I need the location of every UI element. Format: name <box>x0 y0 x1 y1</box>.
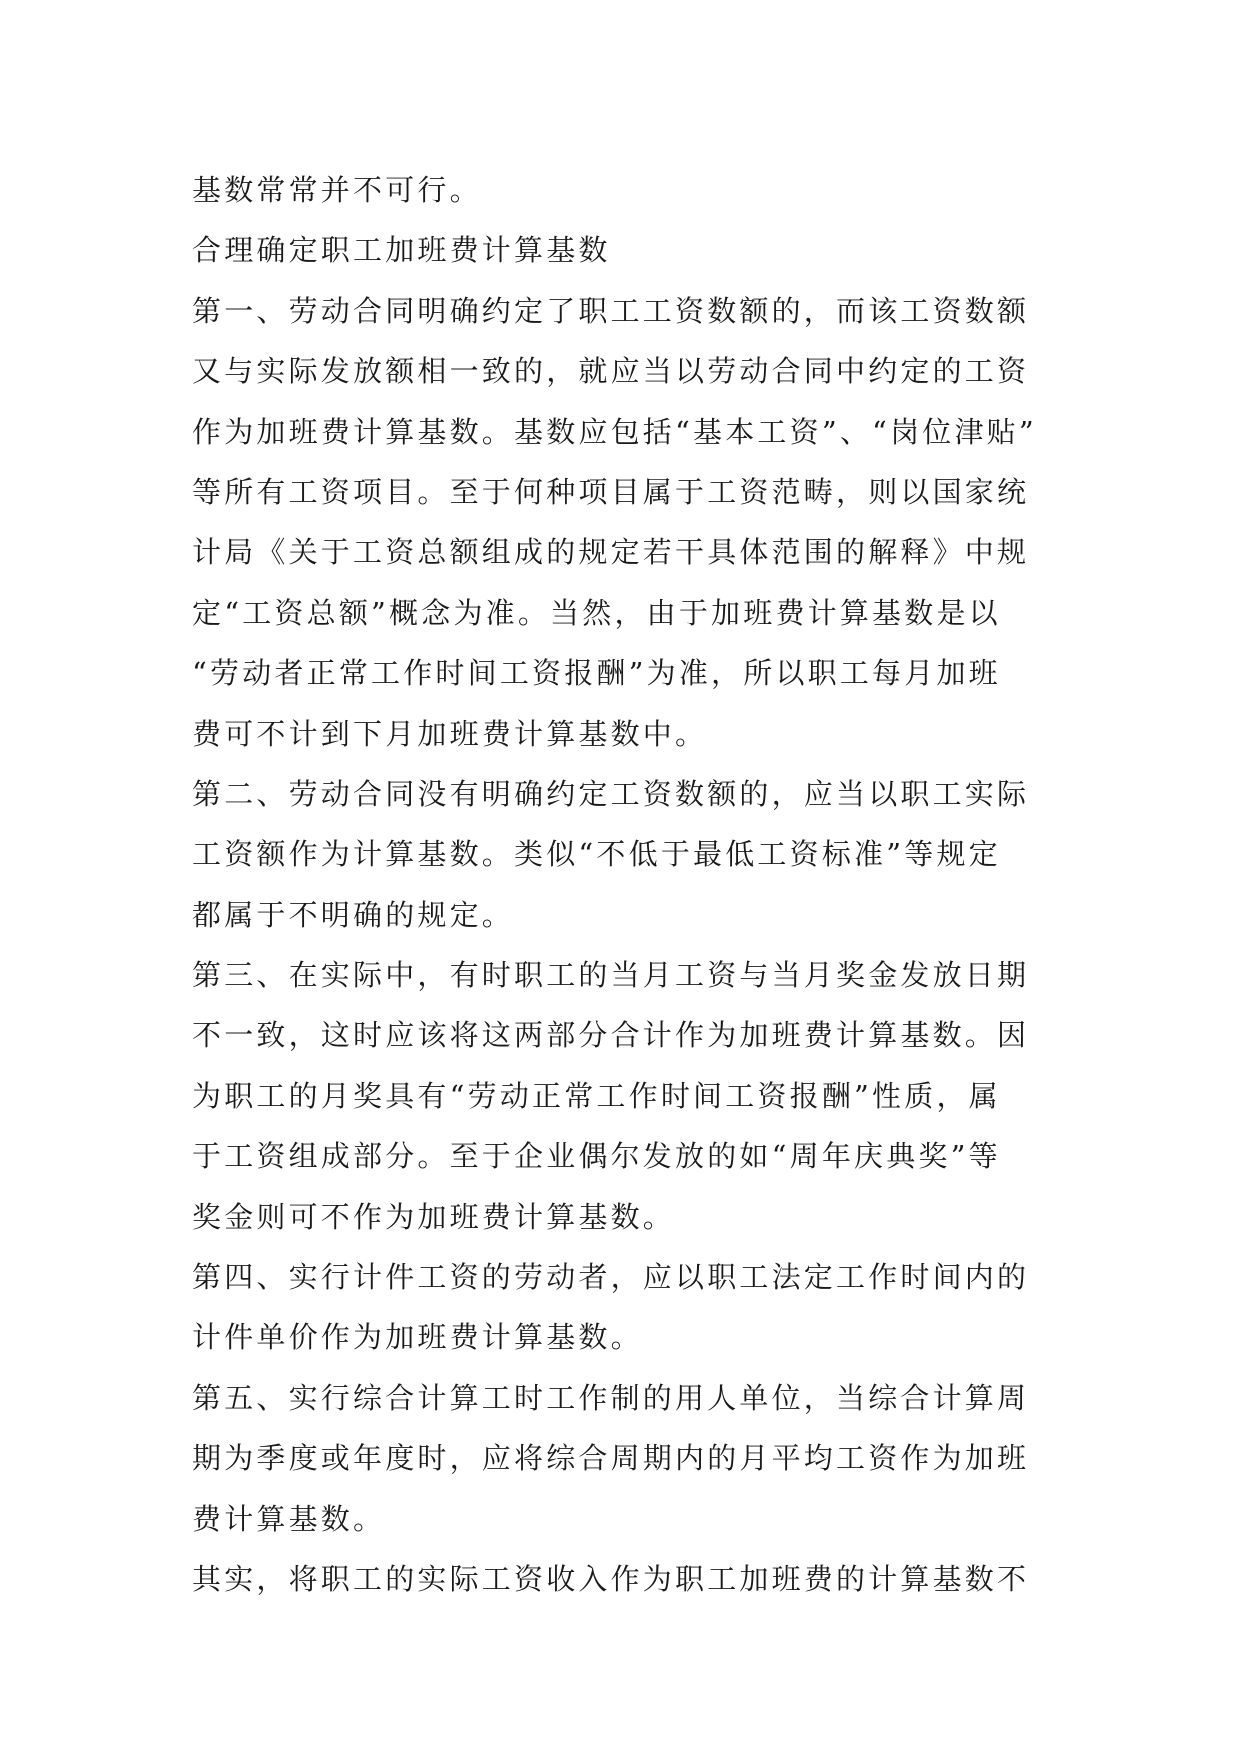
text-line: 基数常常并不可行。 <box>192 173 482 207</box>
text-line: 奖金则可不作为加班费计算基数。 <box>192 1199 676 1234</box>
section-heading: 合理确定职工加班费计算基数 <box>192 233 611 268</box>
text-line: 其实，将职工的实际工资收入作为职工加班费的计算基数不 <box>192 1561 1030 1596</box>
text-line: 期为季度或年度时，应将综合周期内的月平均工资作为加班 <box>192 1441 1030 1476</box>
text-line: 都属于不明确的规定。 <box>192 897 515 932</box>
text-line: 不一致，这时应该将这两部分合计作为加班费计算基数。因 <box>192 1018 1030 1053</box>
text-line: 第三、在实际中，有时职工的当月工资与当月奖金发放日期 <box>192 958 1030 993</box>
text-line: 费计算基数。 <box>192 1501 386 1536</box>
text-line: 工资额作为计算基数。类似“不低于最低工资标准”等规定 <box>192 837 1001 872</box>
text-line: 第一、劳动合同明确约定了职工工资数额的，而该工资数额 <box>192 293 1030 328</box>
text-line: 为职工的月奖具有“劳动正常工作时间工资报酬”性质，属 <box>192 1078 1001 1113</box>
text-line: 等所有工资项目。至于何种项目属于工资范畴，则以国家统 <box>192 474 1030 509</box>
body-text <box>192 160 1072 1609</box>
text-line: 第四、实行计件工资的劳动者，应以职工法定工作时间内的 <box>192 1260 1030 1295</box>
text-line: 计局《关于工资总额组成的规定若干具体范围的解释》中规 <box>192 535 1030 570</box>
text-line: 于工资组成部分。至于企业偶尔发放的如“周年庆典奖”等 <box>192 1139 1001 1174</box>
text-line: 又与实际发放额相一致的，就应当以劳动合同中约定的工资 <box>192 354 1030 389</box>
text-line: 计件单价作为加班费计算基数。 <box>192 1320 643 1355</box>
text-line: 第二、劳动合同没有明确约定工资数额的，应当以职工实际 <box>192 776 1030 811</box>
text-line: 费可不计到下月加班费计算基数中。 <box>192 716 708 751</box>
text-line: 第五、实行综合计算工时工作制的用人单位，当综合计算周 <box>192 1380 1030 1415</box>
text-line: “劳动者正常工作时间工资报酬”为准，所以职工每月加班 <box>192 656 1001 691</box>
text-line: 定“工资总额”概念为准。当然，由于加班费计算基数是以 <box>192 595 1001 630</box>
text-line: 作为加班费计算基数。基数应包括“基本工资”、“岗位津贴” <box>192 414 1037 449</box>
